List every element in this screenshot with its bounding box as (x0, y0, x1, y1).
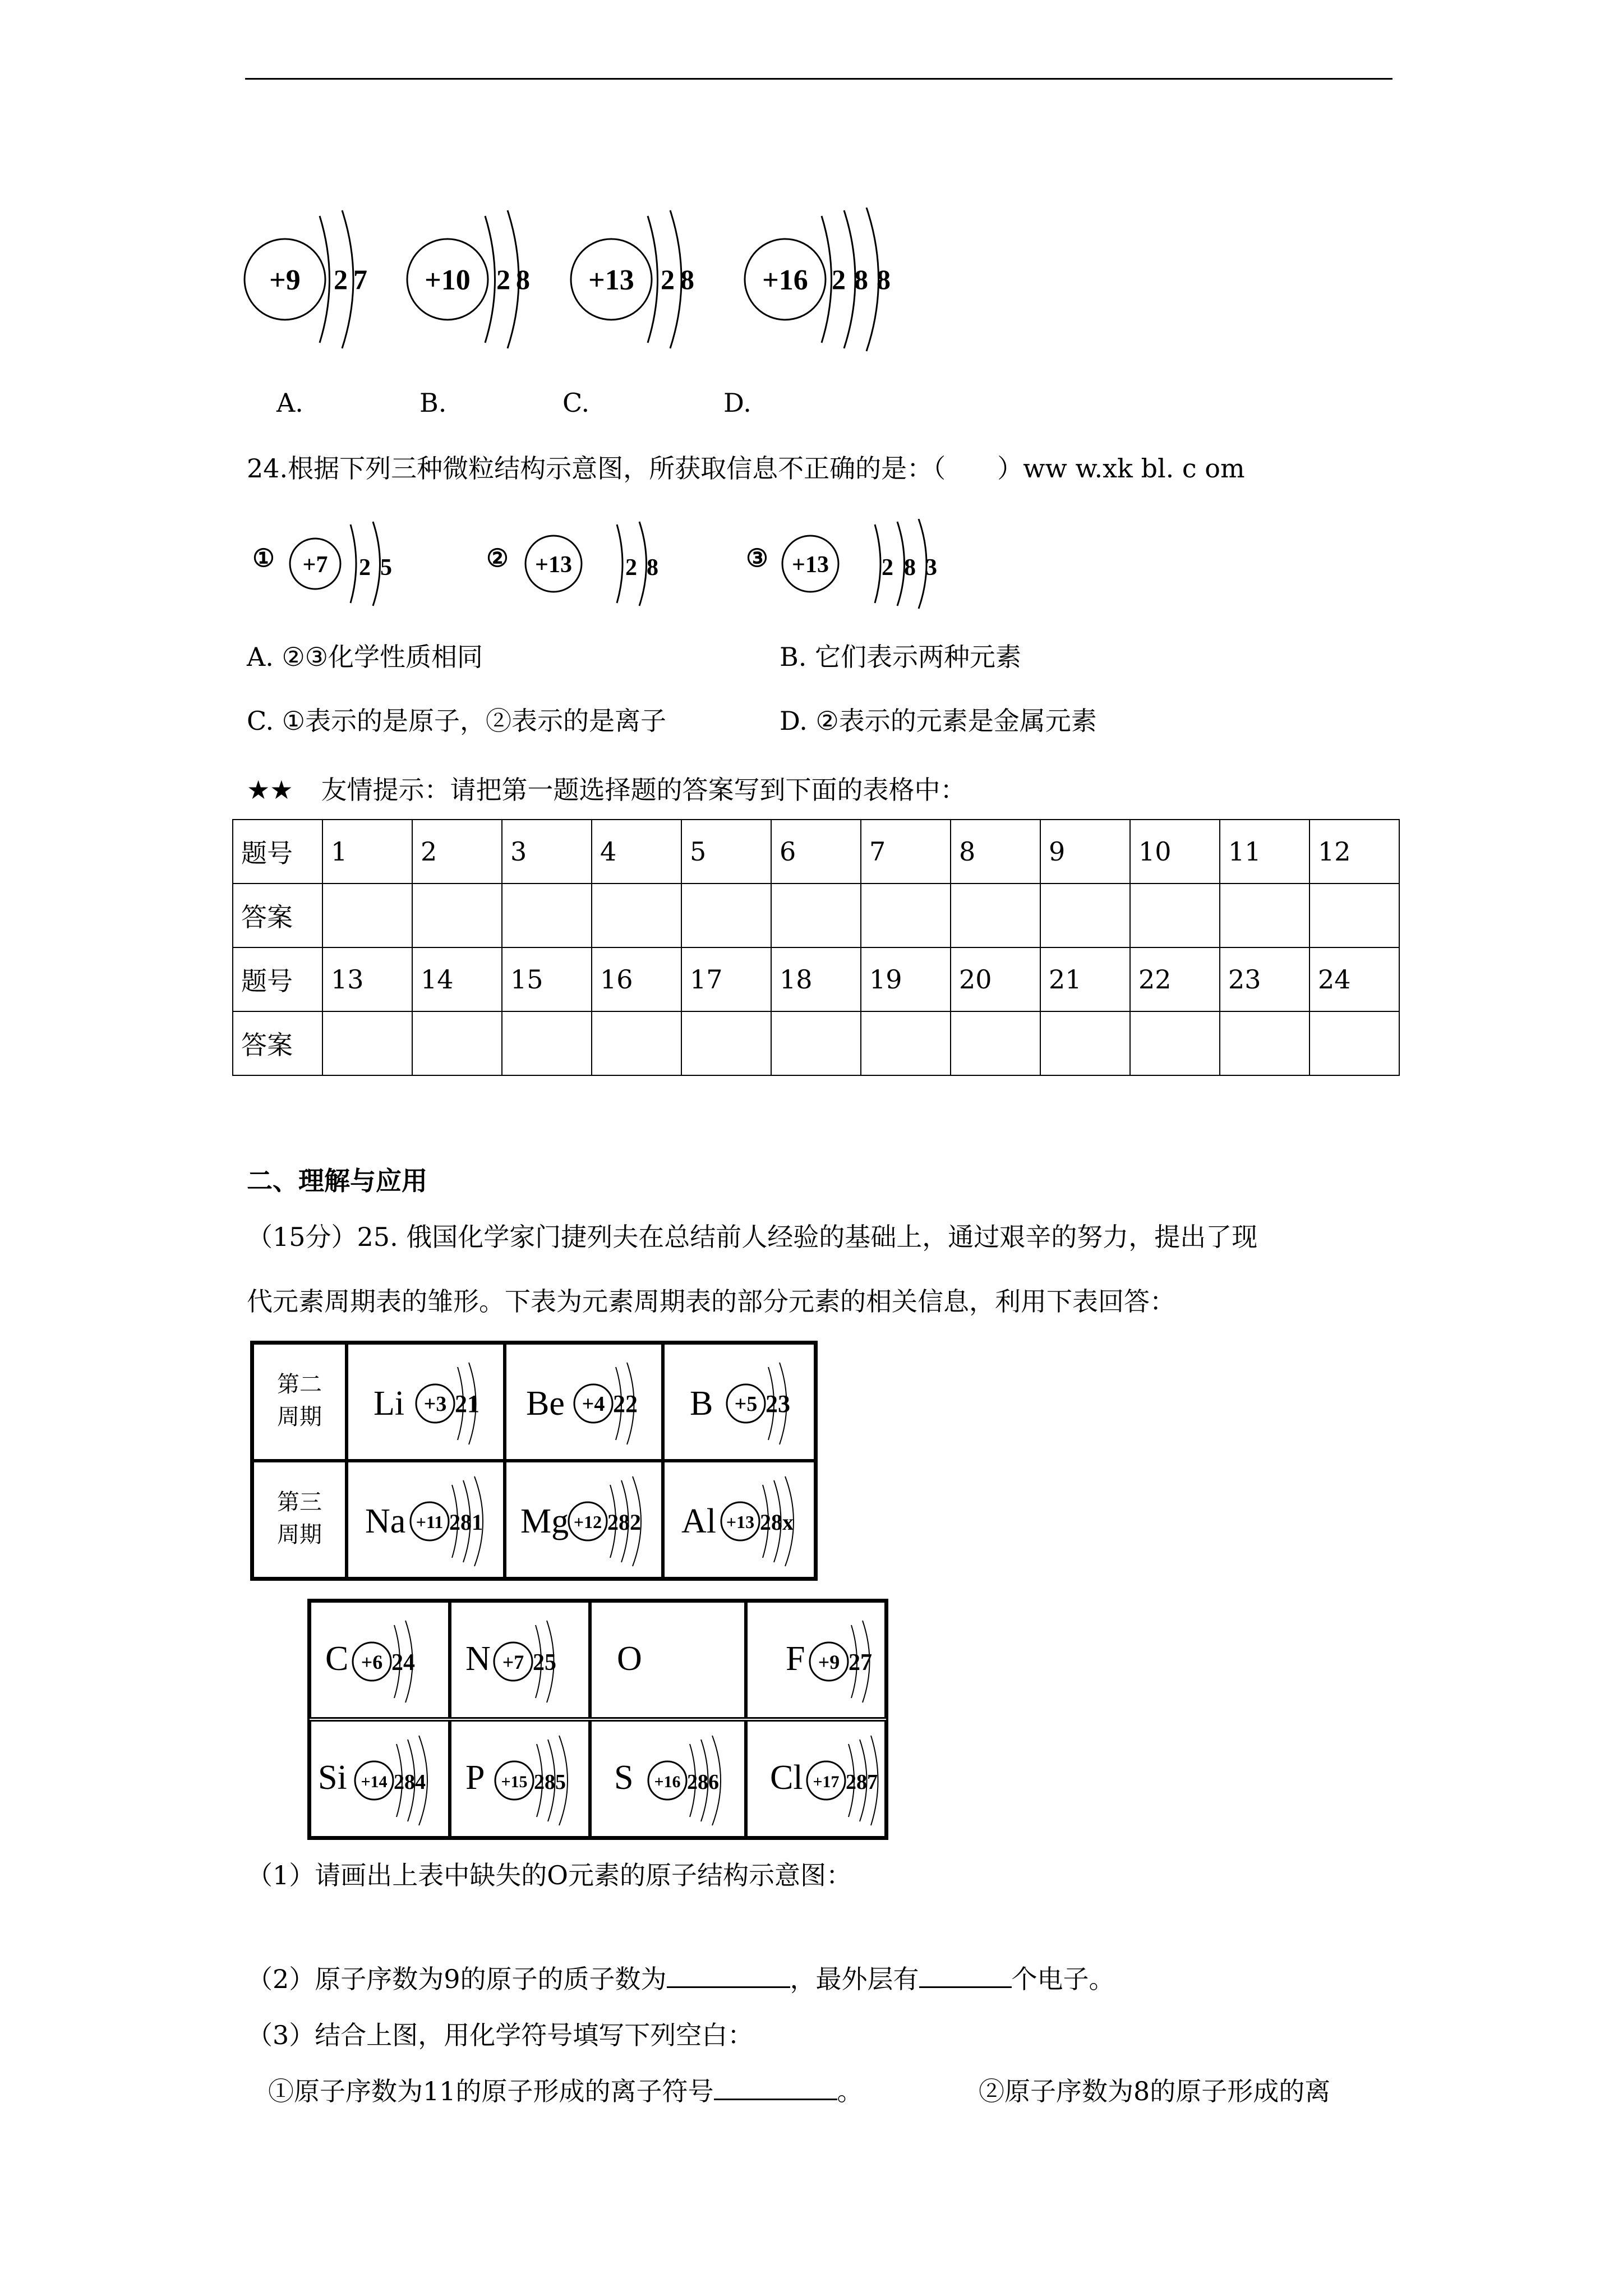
svg-text:287: 287 (846, 1770, 878, 1794)
q23-atom-d (745, 208, 891, 351)
element-cell-mg (505, 1461, 663, 1579)
row-header-answer: 答案 (233, 884, 322, 947)
q24-particle-2 (486, 522, 658, 606)
element-cell-p (450, 1720, 590, 1838)
svg-text:7: 7 (353, 264, 367, 295)
element-symbol: Be (526, 1384, 565, 1423)
element-cell-cl (746, 1720, 886, 1838)
answer-cell[interactable] (322, 884, 412, 947)
svg-text:282: 282 (607, 1510, 641, 1535)
answer-table-answer-row-2 (233, 1011, 1399, 1075)
row-header-answer: 答案 (233, 1011, 322, 1075)
svg-text:285: 285 (534, 1770, 566, 1794)
q23-option-b: B. (419, 388, 447, 418)
answer-cell[interactable] (1310, 884, 1399, 947)
q25-sub3: （3）结合上图，用化学符号填写下列空白： (247, 2020, 754, 2050)
question-number-cell: 12 (1310, 820, 1399, 884)
svg-text:281: 281 (449, 1510, 483, 1535)
svg-text:①: ① (252, 545, 275, 572)
svg-text:+12: +12 (573, 1512, 602, 1532)
q25-sub3-line: ①原子序数为11的原子形成的离子符号 。 (268, 2076, 863, 2106)
svg-text:2: 2 (496, 264, 510, 295)
svg-text:+7: +7 (502, 1651, 524, 1673)
element-symbol: F (786, 1640, 805, 1678)
answer-cell[interactable] (681, 1011, 771, 1075)
q24-particle-3 (746, 519, 937, 609)
svg-text:8: 8 (680, 264, 694, 295)
bohr-diagram-al (718, 1474, 813, 1569)
element-symbol: B (690, 1384, 713, 1423)
answer-table-answer-row-1 (233, 884, 1399, 947)
svg-text:284: 284 (394, 1770, 426, 1794)
svg-text:③: ③ (746, 545, 768, 572)
q24-particle-diagrams (247, 519, 1032, 614)
svg-text:8: 8 (854, 264, 868, 295)
element-cell-na (347, 1461, 505, 1579)
blank-proton-count[interactable] (667, 1986, 790, 1988)
answer-cell[interactable] (1130, 884, 1220, 947)
question-number-cell: 21 (1040, 947, 1130, 1011)
element-symbol: C (325, 1640, 349, 1678)
q24-stem: 24.根据下列三种微粒结构示意图，所获取信息不正确的是：（ ）ww w.xk bl. c om (247, 453, 1245, 484)
q25-stem-line2: 代元素周期表的雏形。下表为元素周期表的部分元素的相关信息，利用下表回答： (247, 1286, 1175, 1317)
q24-option-b: B. 它们表示两种元素 (780, 642, 1022, 672)
element-symbol: S (614, 1759, 634, 1797)
question-number-cell: 6 (771, 820, 861, 884)
answer-cell[interactable] (592, 884, 681, 947)
bohr-diagram-li (413, 1356, 502, 1451)
q23-atom-a (245, 210, 367, 348)
question-number-cell: 10 (1130, 820, 1220, 884)
q23-atom-b (407, 210, 530, 348)
q25-sub2: （2）原子序数为9的原子的质子数为 ，最外层有 个电子。 (247, 1964, 1115, 1994)
answer-table (232, 819, 1400, 1076)
row-header-number: 题号 (233, 947, 322, 1011)
blank-ion-symbol-11[interactable] (714, 2099, 837, 2100)
svg-text:3: 3 (925, 555, 937, 581)
element-cell-b (663, 1343, 815, 1461)
svg-text:22: 22 (613, 1390, 638, 1418)
bohr-diagram-mg (565, 1474, 661, 1569)
row-header-number: 题号 (233, 820, 322, 884)
svg-text:5: 5 (380, 555, 392, 581)
question-number-cell: 14 (412, 947, 502, 1011)
svg-text:+7: +7 (302, 552, 328, 578)
periodic-table-part1 (250, 1341, 818, 1581)
svg-text:286: 286 (687, 1770, 719, 1794)
svg-text:+11: +11 (416, 1512, 444, 1532)
svg-text:+4: +4 (582, 1392, 605, 1416)
svg-text:+14: +14 (361, 1773, 388, 1791)
answer-cell[interactable] (861, 1011, 951, 1075)
bohr-diagram-p (492, 1733, 590, 1828)
q23-atom-diagrams (236, 208, 965, 359)
answer-cell[interactable] (592, 1011, 681, 1075)
answer-cell[interactable] (861, 884, 951, 947)
bohr-diagram-s (645, 1733, 743, 1828)
question-number-cell: 13 (322, 947, 412, 1011)
element-symbol: P (465, 1759, 485, 1797)
question-number-cell: 1 (322, 820, 412, 884)
svg-text:2: 2 (882, 555, 893, 581)
answer-cell[interactable] (1040, 884, 1130, 947)
question-number-cell: 22 (1130, 947, 1220, 1011)
section2-title: 二、理解与应用 (247, 1166, 427, 1196)
answer-cell[interactable] (1130, 1011, 1220, 1075)
svg-text:23: 23 (766, 1390, 790, 1418)
period2-label: 第二 周期 (277, 1372, 322, 1430)
answer-cell[interactable] (1220, 884, 1310, 947)
answer-cell[interactable] (771, 1011, 861, 1075)
q23-option-d: D. (723, 388, 751, 418)
svg-text:24: 24 (391, 1650, 415, 1676)
element-cell-al (663, 1461, 815, 1579)
svg-text:+13: +13 (792, 552, 829, 578)
answer-cell[interactable] (1310, 1011, 1399, 1075)
svg-text:21: 21 (455, 1390, 479, 1418)
question-number-cell: 5 (681, 820, 771, 884)
bohr-diagram-f (806, 1614, 888, 1709)
question-number-cell: 19 (861, 947, 951, 1011)
svg-text:+9: +9 (818, 1651, 840, 1673)
element-symbol: N (465, 1640, 491, 1678)
svg-text:+13: +13 (726, 1512, 755, 1532)
element-symbol: Li (374, 1384, 405, 1423)
svg-text:2: 2 (832, 264, 846, 295)
q24-option-a: A. ②③化学性质相同 (247, 642, 483, 672)
svg-text:+15: +15 (501, 1773, 528, 1791)
q25-sub1: （1）请画出上表中缺失的O元素的原子结构示意图： (247, 1860, 852, 1890)
svg-text:+10: +10 (425, 264, 471, 296)
element-cell-n (450, 1601, 590, 1719)
question-number-cell: 2 (412, 820, 502, 884)
svg-text:28x: 28x (760, 1510, 794, 1535)
svg-text:+3: +3 (423, 1392, 447, 1416)
svg-text:27: 27 (849, 1650, 872, 1676)
q24-option-d: D. ②表示的元素是金属元素 (780, 706, 1097, 736)
element-symbol: Na (365, 1502, 406, 1540)
svg-text:2: 2 (359, 555, 371, 581)
answer-cell[interactable] (951, 884, 1040, 947)
answer-cell[interactable] (1040, 1011, 1130, 1075)
element-cell-f (746, 1601, 886, 1719)
answer-cell[interactable] (771, 884, 861, 947)
question-number-cell: 18 (771, 947, 861, 1011)
period3-label: 第三 周期 (277, 1489, 322, 1548)
svg-text:+6: +6 (361, 1651, 383, 1673)
bohr-diagram-b (723, 1356, 813, 1451)
question-number-cell: 16 (592, 947, 681, 1011)
period2-label-cell (252, 1343, 347, 1461)
bohr-diagram-n (491, 1614, 580, 1709)
svg-text:+16: +16 (654, 1773, 681, 1791)
svg-text:+16: +16 (762, 264, 808, 296)
question-number-cell: 9 (1040, 820, 1130, 884)
element-cell-si (310, 1720, 450, 1838)
question-number-cell: 24 (1310, 947, 1399, 1011)
q23-option-a: A. (276, 388, 303, 418)
question-number-cell: 7 (861, 820, 951, 884)
element-cell-c (310, 1601, 450, 1719)
element-cell-s (590, 1720, 746, 1838)
periodic-table-part2 (307, 1599, 888, 1840)
bohr-diagram-be (571, 1356, 661, 1451)
tip-stars: ★★ (247, 775, 293, 805)
element-cell-be (505, 1343, 663, 1461)
svg-text:+17: +17 (813, 1773, 840, 1791)
question-number-cell: 11 (1220, 820, 1310, 884)
answer-cell[interactable] (502, 1011, 592, 1075)
answer-table-number-row-1 (233, 820, 1399, 884)
svg-text:8: 8 (516, 264, 530, 295)
svg-text:8: 8 (904, 555, 916, 581)
tip-text: 友情提示：请把第一题选择题的答案写到下面的表格中： (321, 775, 966, 805)
element-symbol: O (617, 1640, 642, 1678)
bohr-diagram-cl (804, 1733, 888, 1828)
svg-text:②: ② (486, 545, 509, 572)
tip-line (247, 777, 966, 803)
q24-option-c: C. ①表示的是原子，②表示的是离子 (247, 706, 667, 736)
svg-text:+5: +5 (734, 1392, 758, 1416)
question-number-cell: 23 (1220, 947, 1310, 1011)
answer-cell[interactable] (1220, 1011, 1310, 1075)
svg-text:2: 2 (334, 264, 348, 295)
element-cell-li (347, 1343, 505, 1461)
q23-atom-c (571, 210, 694, 348)
period3-label-cell (252, 1461, 347, 1579)
element-symbol: Mg (520, 1502, 569, 1540)
question-number-cell: 17 (681, 947, 771, 1011)
element-cell-o (590, 1601, 746, 1719)
svg-text:+13: +13 (588, 264, 634, 296)
element-symbol: Al (681, 1502, 716, 1540)
element-symbol: Si (318, 1759, 347, 1797)
answer-cell[interactable] (322, 1011, 412, 1075)
svg-text:2: 2 (661, 264, 675, 295)
svg-text:2: 2 (625, 555, 637, 581)
question-number-cell: 4 (592, 820, 681, 884)
element-symbol: Cl (770, 1759, 803, 1797)
q25-stem-line1: （15分）25. 俄国化学家门捷列夫在总结前人经验的基础上，通过艰辛的努力，提出了现 (247, 1222, 1258, 1252)
answer-table-number-row-2 (233, 947, 1399, 1011)
bohr-diagram-si (352, 1733, 450, 1828)
q23-option-c: C. (562, 388, 590, 418)
blank-outer-electrons[interactable] (919, 1986, 1012, 1988)
bohr-diagram-c (349, 1614, 439, 1709)
question-number-cell: 15 (502, 947, 592, 1011)
question-number-cell: 20 (951, 947, 1040, 1011)
question-number-cell: 3 (502, 820, 592, 884)
q24-particle-1 (252, 522, 392, 606)
answer-cell[interactable] (412, 884, 502, 947)
q25-sub3-part2: ②原子序数为8的原子形成的离 (979, 2076, 1331, 2106)
question-number-cell: 8 (951, 820, 1040, 884)
svg-text:8: 8 (877, 264, 891, 295)
answer-cell[interactable] (412, 1011, 502, 1075)
answer-cell[interactable] (951, 1011, 1040, 1075)
header-rule (245, 78, 1393, 80)
bohr-diagram-na (407, 1474, 502, 1569)
answer-cell[interactable] (502, 884, 592, 947)
svg-text:+13: +13 (535, 552, 572, 578)
svg-text:25: 25 (533, 1650, 556, 1676)
answer-cell[interactable] (681, 884, 771, 947)
svg-text:+9: +9 (269, 264, 301, 296)
svg-text:8: 8 (647, 555, 658, 581)
